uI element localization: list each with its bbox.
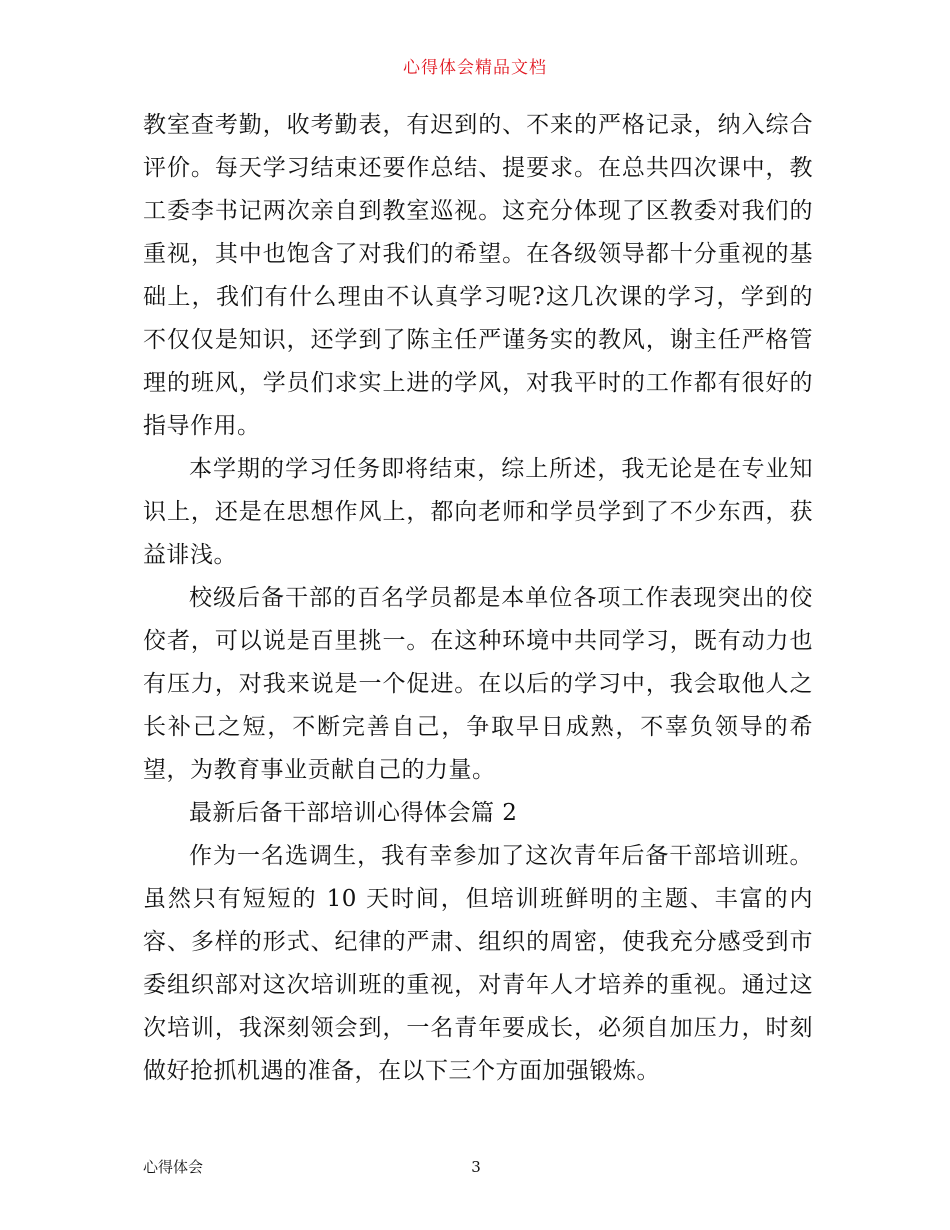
- paragraph-article-2-intro: 作为一名选调生，我有幸参加了这次青年后备干部培训班。虽然只有短短的 10 天时间，但培训班鲜明的主题、丰富的内容、多样的形式、纪律的严肃、组织的周密，使我充分感受到市委组织部对这次培训班的重视，对青年人才培养的重视。通过这次培训，我深刻领会到，一名青年要成长，必须自加压力，时刻做好抢抓机遇的准备，在以下三个方面加强锻炼。: [143, 843, 813, 1084]
- paragraph-peers: 校级后备干部的百名学员都是本单位各项工作表现突出的佼佼者，可以说是百里挑一。在这种环境中共同学习，既有动力也有压力，对我来说是一个促进。在以后的学习中，我会取他人之长补己之短，不断完善自己，争取早日成熟，不辜负领导的希望，为教育事业贡献自己的力量。: [143, 585, 813, 783]
- page-header-title: 心得体会精品文档: [403, 58, 547, 78]
- document-body: [143, 104, 813, 1093]
- section-heading: 最新后备干部培训心得体会篇 2: [189, 800, 518, 826]
- footer-label: 心得体会: [143, 1158, 204, 1176]
- paragraph-summary: 本学期的学习任务即将结束，综上所述，我无论是在专业知识上，还是在思想作风上，都向老师和学员学到了不少东西，获益诽浅。: [143, 456, 813, 568]
- paragraph-continuation: 教室查考勤，收考勤表，有迟到的、不来的严格记录，纳入综合评价。每天学习结束还要作总结、提要求。在总共四次课中，教工委李书记两次亲自到教室巡视。这充分体现了区教委对我们的重视，其中也饱含了对我们的希望。在各级领导都十分重视的基础上，我们有什么理由不认真学习呢?这几次课的学习，学到的不仅仅是知识，还学到了陈主任严谨务实的教风，谢主任严格管理的班风，学员们求实上进的学风，对我平时的工作都有很好的指导作用。: [143, 112, 813, 439]
- page-number: 3: [471, 1158, 481, 1176]
